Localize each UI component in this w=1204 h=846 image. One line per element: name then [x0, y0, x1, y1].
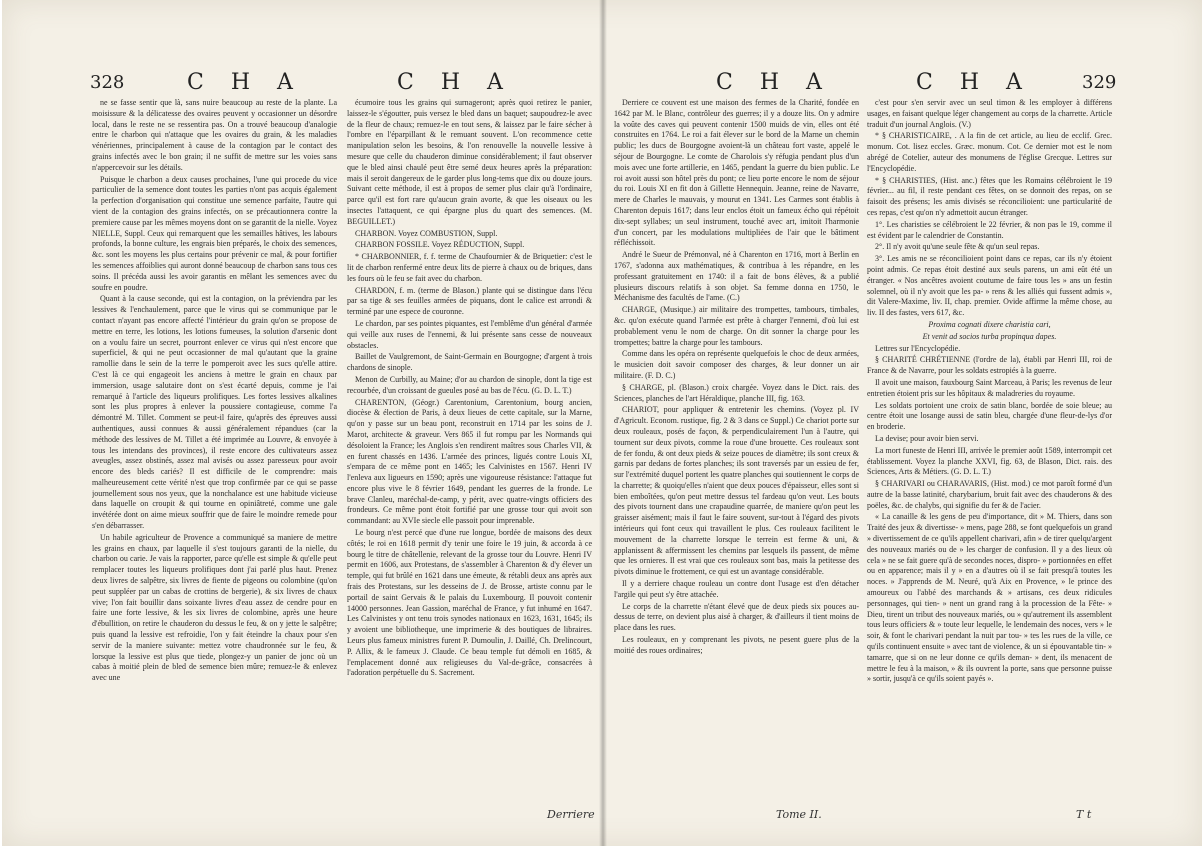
right-page: [606, 0, 1202, 846]
paragraph: * § CHARISTICAIRE, . A la fin de cet article, au lieu de ecclif. Grec. monum. Cot. lisez eccles. Græc. monum. Cot. Ce dernier mot est le nom abrégé de Cotelier, auteur des monumens de l'église Grecque. Lettres sur l'Encyclopédie.: [867, 131, 1112, 173]
running-head-left: C H A: [187, 70, 303, 95]
text-column-1: [92, 98, 337, 818]
paragraph: Les rouleaux, en y comprenant les pivots, ne pesent guere plus de la moitié des roues ordinaires;: [614, 635, 859, 655]
paragraph: 2°. Il n'y avoit qu'une seule fête & qu'un seul repas.: [875, 242, 1040, 252]
running-head-right: C H A: [397, 70, 513, 95]
left-page: [2, 0, 602, 846]
paragraph: CHARBON. Voyez COMBUSTION, Suppl.: [355, 228, 498, 238]
text-column-1: [614, 98, 859, 818]
paragraph: Il avoit une maison, fauxbourg Saint Marceau, à Paris; les revenus de leur entretien étoient pris sur les hôpitaux & maladreries du royaume.: [867, 377, 1112, 398]
paragraph: * § CHARISTIES, (Hist. anc.) fêtes que les Romains célébroient le 19 février... au fil, il reste pendant ces fêtes, on se donnoit des repas, on se faisoit des présens; les amis divisés se réconcilioient: une particularité de ces repas, c'est qu'on n'y admettoit aucun étranger.: [867, 175, 1112, 217]
paragraph: CHARBON FOSSILE. Voyez RÉDUCTION, Suppl.: [355, 240, 525, 250]
paragraph: Baillet de Vaulgremont, de Saint-Germain en Bourgogne; d'argent à trois chardons de sinople.: [347, 352, 592, 373]
paragraph: « La canaille & les gens de peu d'importance, dit » M. Thiers, dans son Traité des jeux & divertisse- » mens, page 288, se font quelquefois un grand » divertissement de ce qu'ils appellent charivari, afin » de tirer quelqu'argent des nouveaux mariés ou de » les charger de confusion. Il y a des lieux où cela » ne se fait guere qu'à de secondes noces, dispro- » portionnées en effet ou en apparence; mais il y » en a d'autres où il se fait presqu'à toutes les noces. » J'apprends de M. Neuré, qu'à Aix en Provence, » le prince des amoureux ou l'abbé des marchands & » artisans, ces deux ridicules personnages, qui tien- » nent un grand rang à la procession de la Fête- » Dieu, tirent un tribut des nouveaux mariés, ou » qu'autrement ils assemblent tous leurs officiers & » toute leur lequelle, le lendemain des noces, vers » le soir, & font le charivari pendant la nuit par tou- » tes les rues de la ville, ce qu'ils continuent ensuite » avec tant de violence, & un si épouvantable tin- » tamarre, que si on ne leur donne ce qu'ils deman- » dent, ils menacent de mettre le feu à la maison, » & ils ouvrent la porte, sans que personne puisse » sortir, jusqu'à ce qu'ils soient payés ».: [867, 512, 1112, 684]
paragraph: 1°. Les charisties se célébroient le 22 février, & non pas le 19, comme il est évident par le calendrier de Constantin.: [867, 219, 1112, 240]
paragraph: § CHARITÉ CHRÉTIENNE (l'ordre de la), établi par Henri III, roi de France & de Navarre, pour les soldats estropiés à la guerre.: [867, 355, 1112, 376]
book-spread: [2, 0, 1202, 846]
paragraph: ne se fasse sentir que là, sans nuire beaucoup au reste de la plante. La moisissure & la délicatesse des ovaires peuvent y occasionner un désordre local, dans le reste ne se ressentira pas. On a trouvé beaucoup d'analogie entre le charbon qui n'attaque que les ovaires du grain, & les maladies vénériennes, principalement à cause de la contagion par le contact des grains infectés avec le bon grain; il ne suffit de mettre sur les voies sans n'appercevoir sur les détails.: [92, 98, 337, 172]
paragraph: Lettres sur l'Encyclopédie.: [875, 343, 961, 353]
running-head-left: C H A: [716, 70, 832, 95]
paragraph: Les soldats portoient une croix de satin blanc, bordée de soie bleue; au centre étoit une losange aussi de satin bleu, chargée d'une fleur-de-lys d'or en broderie.: [867, 400, 1112, 432]
page-number: 329: [1082, 72, 1117, 93]
paragraph: Un habile agriculteur de Provence a communiqué sa maniere de mettre les grains en chaux, par laquelle il s'est toujours garanti de la nielle, du charbon ou carie. Je vais la rapporter, parce qu'elle est simple & qu'elle peut remplacer toutes les liqueurs prolifiques dont j'ai parlé plus haut. Prenez deux livres de salpêtre, six livres de fiente de pigeons ou colombine (qu'on peut suppléer par un cabas de crottins de bergerie), & six livres de chaux vive; l'on fait bouillir dans soixante livres d'eau assez de cendre pour en faire une forte lessive, & les six livres de colombine, après une heure d'ébullition, on retire le chauderon du dessus le feu, & on y jette le salpêtre; puis quand la lessive est refroidie, l'on y fait éteindre la chaux pour s'en servir de la maniere suivante: mettez votre chaudronnée sur le feu, & lorsque la lessive est plus que tiede, plongez-y un panier de jonc où un cabas à moitié plein de bled de semence bien mûre; remuez-le & enlevez avec une: [92, 532, 337, 683]
volume-signature: Tome II.: [776, 808, 822, 821]
paragraph: Il y a derriere chaque rouleau un contre dont l'usage est d'en détacher l'argile qui peut s'y être attachée.: [614, 579, 859, 599]
paragraph: 3°. Les amis ne se réconcilioient point dans ce repas, car ils n'y étoient point admis. Ce repas étoit destiné aux seuls parens, un ami eût été un étranger. « Nos ancêtres avoient coutume de faire tous les » ans un festin solemnel, où il n'y avoit que les pa- » rens & les alliés qui fussent admis », dit Valere-Maxime, liv. II, chap. premier. Ovide affirme la même chose, au liv. II des fastes, vers 617, &c.: [867, 254, 1112, 318]
signature-mark: T t: [1076, 808, 1092, 821]
page-number: 328: [90, 72, 125, 93]
text-column-2: [347, 98, 592, 818]
paragraph: écumoire tous les grains qui surnageront; après quoi retirez le panier, laissez-le s'égoutter, puis versez le bled dans un baquet; saupoudrez-le avec de la fleur de chaux; remuez-le en tout sens, & laissez par le faire sécher à l'ombre en l'éparpillant & le remuant souvent. L'on recommence cette manipulation selon les besoins, & l'on renouvelle la nouvelle lessive à mesure que celle du chauderon diminue considérablement; il faut observer que le bled ainsi chaulé peut être semé deux heures après la préparation: mais il seroit dangereux de le garder plus long-tems que dix ou douze jours. Suivant cette méthode, il est à propos de semer plus clair qu'à l'ordinaire, parce qu'il est fort rare qu'aucun grain avorte, & que les oiseaux ou les insectes l'attaquent, ce qui épargne plus du quart des semences. (M. BEGUILLET.): [347, 98, 592, 226]
paragraph: CHARENTON, (Géogr.) Carentonium, Carentonium, bourg ancien, diocèse & élection de Paris, à deux lieues de cette capitale, sur la Marne, qu'on y passe sur un beau pont, reconstruit en 1714 par les soins de J. Marot, architecte & graveur. Vers 865 il fut rompu par les Normands qui désoloient la France; les Anglois s'en rendirent maîtres sous Charles VII, & en furent chassés en 1436. L'armée des princes, ligués contre Louis XI, s'empara de ce même pont en 1465; les Calvinistes en 1567. Henri IV l'enleva aux ligueurs en 1590; après une vigoureuse résistance: l'attaque fut encore plus vive le 8 février 1649, pendant les guerres de la fronde. Le brave Clanleu, maréchal-de-camp, y périt, avec quatre-vingts officiers des frondeurs. Ce même pont étoit fortifié par une grosse tour qui avoit son commandant: au XVIe siecle elle passoit pour imprenable.: [347, 397, 592, 526]
paragraph: Derriere ce couvent est une maison des fermes de la Charité, fondée en 1642 par M. le Blanc, contrôleur des guerres; il y a douze lits. On y admire la voûte des caves qui peuvent contenir 1500 muids de vin, elles ont été construites en 1764. Le roi a fait élever sur le bord de la Marne un chemin public; les ducs de Bourgogne avoient-là un château fort vaste, appelé le séjour de Bourgogne. Le comte de Charolois s'y réfugia pendant plus d'un mois avec une forte artillerie, en 1465, pendant la guerre du bien public. Le roi avoit aussi son hôtel près du pont; ce lieu porte encore le nom de séjour du roi. Louis XI en fit don à Gillette Hennequin. Jeanne, reine de Navarre, mere de Charles le mauvais, y mourut en 1341. Les Carmes sont établis à Charenton depuis 1617; dans leur enclos étoit un fameux écho qui répétoit dix-sept syllabes; un seul instrument, touché avec art, imitoit l'harmonie d'un concert, par les modulations multipliées de l'air que le bâtiment réfléchissoit.: [614, 98, 859, 248]
paragraph: Proxima cognati dixere charistia cari,: [928, 319, 1051, 329]
right-page-header: [606, 70, 1202, 96]
catchword: Derriere: [547, 808, 595, 821]
paragraph: c'est pour s'en servir avec un seul timon & les employer à différens usages, en faisant quelque léger changement au corps de la charrette. Article traduit d'un journal Anglois. (V.): [867, 98, 1112, 129]
paragraph: Puisque le charbon a deux causes prochaines, l'une qui procede du vice particulier de la semence dont toutes les parties n'ont pas acquis également la perfection d'organisation qui constitue une semence parfaite, l'autre qui vient de la contagion des grains infectés, on se précautionnera contre la premiere cause par les mêmes moyens dont on se garantit de la nielle. Voyez NIELLE, Suppl. Ceux qui remarquent que les semailles hâtives, les labours profonds, la bonne culture, les engrais bien préparés, le choix des semences, &c. sont les moyens les plus certains pour prévenir ce mal, & pour fortifier les semences affoiblies qui auront donné beaucoup de charbon sans tous ces soins. Il précéda aussi les avoir garantis en mêlant les semences avec du soufre en poudre.: [92, 174, 337, 292]
text-column-2: [867, 98, 1112, 818]
paragraph: André le Sueur de Prémonval, né à Charenton en 1716, mort à Berlin en 1767, s'adonna aux mathématiques, & contribua à les répandre, en les professant gratuitement en 1740: il a fait de bons élèves, & a publié plusieurs discours relatifs à son objet. Sa femme donna en 1750, le Méchanisme des facultés de l'ame. (C.): [614, 250, 859, 303]
paragraph: § CHARIVARI ou CHARAVARIS, (Hist. mod.) ce mot paroît formé d'un autre de la basse latinité, charybarium, bruit fait avec des chauderons & des poëles, &c. de chalybs, qui signifie du fer & de l'acier.: [867, 479, 1112, 510]
running-head-right: C H A: [916, 70, 1032, 95]
paragraph: Menon de Curbilly, au Maine; d'or au chardon de sinople, dont la tige est recourbée, d'un croissant de gueules posé au bas de l'écu. (G. D. L. T.): [347, 374, 592, 395]
paragraph: CHARIOT, pour appliquer & entretenir les chemins. (Voyez pl. IV d'Agricult. Econom. rustique, fig. 2 & 3 dans ce Suppl.) Ce chariot porte sur deux rouleaux, posés de façon, & perpendiculairement l'un à l'autre, qui tournent sur deux pivots, comme la roue d'une brouette. Ces rouleaux sont de fer fondu, & ont deux pieds & seize pouces de diamètre; ils sont creux & garnis par dedans de fortes planches; ils sont traversés par un essieu de fer, sur l'extrémité duquel portent les quatre planches qui soutiennent le corps de la charrette; & quoiqu'elles n'aient que deux pouces d'épaisseur, elles sont si bien emboîtées, qu'on peut mettre dessus tel fardeau qu'on veut. Les bouts des pivots tournent dans une crapaudine quarrée, de maniere qu'on peut les graisser aisément; mais il faut le faire souvent, sur-tout à l'égard des pivots intérieurs qui font ceux qui travaillent le plus. Ces rouleaux facilitent le mouvement de la charrette lorsque le terrein est ferme & uni, & applanissent & affermissent les chemins par lesquels ils passent, de même que les ornieres. Il est vrai que ces rouleaux sont bas, mais la petitesse des pivots diminue le frottement, ce qui est un avantage considérable.: [614, 405, 859, 577]
left-page-header: [2, 70, 602, 96]
paragraph: CHARGE, (Musique.) air militaire des trompettes, tambours, timbales, &c. qu'on exécute quand l'armée est prête à charger l'ennemi, d'où lui est probablement venu le nom de charge. On dit sonner la charge pour les trompettes; battre la charge pour les tambours.: [614, 305, 859, 347]
paragraph: Le corps de la charrette n'étant élevé que de deux pieds six pouces au-dessus de terre, on devient plus aisé à charger, & d'ailleurs il tient moins de place dans les rues.: [614, 601, 859, 633]
paragraph: Et venit ad socios turba propinqua dapes.: [922, 331, 1057, 341]
paragraph: Le chardon, par ses pointes piquantes, est l'emblême d'un général d'armée qui veille aux ruses de l'ennemi, & lui présente sans cesse de nouveaux obstacles.: [347, 318, 592, 350]
paragraph: * CHARBONNIER, f. f. terme de Chaufournier & de Briquetier: c'est le lit de charbon renfermé entre deux lits de pierre à chaux ou de briques, dans les fours où le feu se fait avec du charbon.: [347, 252, 592, 283]
paragraph: La mort funeste de Henri III, arrivée le premier août 1589, interrompit cet établissement. Voyez la planche XXVI, fig. 63, de Blason, Dict. rais. des Sciences, Arts & Métiers. (G. D. L. T.): [867, 445, 1112, 477]
paragraph: La devise; pour avoir bien servi.: [875, 433, 979, 443]
paragraph: Comme dans les opéra on représente quelquefois le choc de deux armées, le musicien doit savoir composer des charges, & leur donner un air militaire. (F. D. C.): [614, 349, 859, 380]
paragraph: Le bourg n'est percé que d'une rue longue, bordée de maisons des deux côtés; le roi en 1618 permit d'y tenir une foire le 19 juin, & accorda à ce bourg le titre de châtellenie, relevant de la grosse tour du Louvre. Henri IV permit en 1606, aux Protestans, de s'assembler à Charenton & d'y élever un temple, qui fut brûlé en 1621 dans une émeute, & rétabli deux ans après aux frais des Protestans, sur les desseins de J. de Brosse, artiste connu par le portail de saint Gervais & le palais du Luxembourg. Il pouvoit contenir 14000 personnes. Jean Gassion, maréchal de France, y fut inhumé en 1647. Les Calvinistes y ont tenu trois synodes nationaux en 1623, 1631, 1645; ils y avoient une bibliotheque, une imprimerie & des boutiques de libraires. Leurs plus fameux ministres furent P. Dumoulin, J. Daillé, Ch. Drelincourt, P. Allix, & le fameux J. Claude. Ce beau temple fut démoli en 1685, & l'emplacement donné aux religieuses du Val-de-grâce, consacrées à l'adoration perpétuelle du S. Sacrement.: [347, 528, 592, 678]
paragraph: Quant à la cause seconde, qui est la contagion, on la préviendra par les lessives & l'enchaulement, parce que le virus qui se communique par le contact n'ayant pas encore affecté l'intérieur du grain qu'on se propose de mettre en terre, les lotions, les lotions fumeuses, la solution d'arsenic dont on a voulu faire un secret, pourront enlever ce virus qui n'est encore que superficiel, & qui ne peut occasionner de mal qu'autant que la graine ramollie dans le sein de la terre le pomperoit avec les sucs qu'elle attire. C'est là ce qui engageoit les anciens à mettre le grain en chaux par immersion, usage salutaire dont on s'est écarté depuis, comme je l'ai remarqué à l'article des liqueurs prolifiques. Les fortes lessives alkalines sont les plus propres à enlever la poussiere contagieuse, comme l'a démontré M. Tillet. Comment se peut-il faire, qu'après des épreuves aussi authentiques, aussi connues & aussi généralement répandues (car la méthode des lessives de M. Tillet a été imprimée au Louvre, & envoyée à tous les intendans des provinces), il reste encore des cultivateurs assez aveugles, assez obstinés, assez mal avisés ou assez paresseux pour avoir encore des bleds cariés? Il est difficile de le comprendre: mais malheureusement cette vérité n'est que trop confirmée par ce qui se passe journellement sous nos yeux, que la nonchalance est une habitude vicieuse dans laquelle on croupit & qui tourne en opiniâtreté, comme une gale invétérée dont on aime mieux souffrir que de faire le moindre remede pour s'en débarrasser.: [92, 294, 337, 531]
paragraph: § CHARGE, pl. (Blason.) croix chargée. Voyez dans le Dict. rais. des Sciences, planches de l'art Héraldique, planche III, fig. 163.: [614, 382, 859, 403]
paragraph: CHARDON, f. m. (terme de Blason.) plante qui se distingue dans l'écu par sa tige & ses feuilles armées de piquans, dont le calice est arrondi & terminé par une espece de couronne.: [347, 285, 592, 317]
